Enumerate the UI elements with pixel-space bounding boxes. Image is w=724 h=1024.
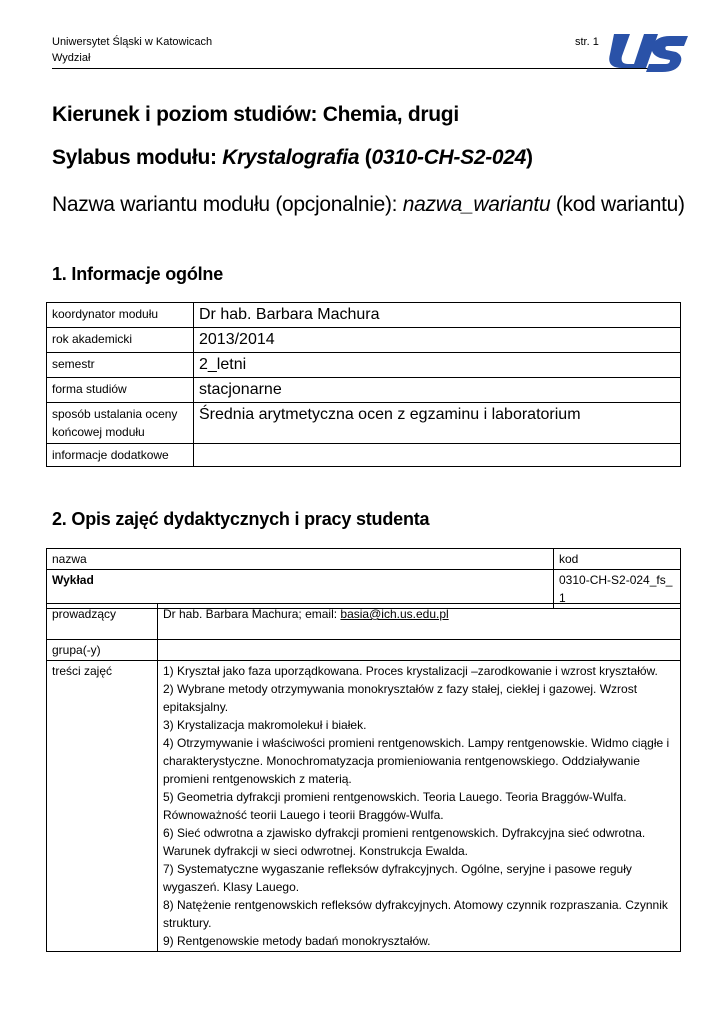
row-label: koordynator modułu bbox=[47, 303, 194, 328]
table-row bbox=[47, 661, 681, 952]
row-value: 2_letni bbox=[194, 353, 681, 378]
activity-header-table bbox=[46, 548, 681, 609]
row-value: Dr hab. Barbara Machura bbox=[194, 303, 681, 328]
row-label: sposób ustalania oceny końcowej modułu bbox=[47, 403, 194, 444]
variant-title: Nazwa wariantu modułu (opcjonalnie): nazwa_wariantu (kod wariantu) bbox=[52, 193, 685, 216]
list-item: 1) Kryształ jako faza uporządkowana. Proces krystalizacji –zarodkowanie i wzrost kryształów. bbox=[163, 664, 658, 678]
table-row bbox=[47, 328, 681, 353]
list-item: 5) Geometria dyfrakcji promieni rentgenowskich. Teoria Lauego. Teoria Braggów-Wulfa. Równoważność teorii Lauego i teorii Braggów-Wulfa. bbox=[163, 790, 627, 822]
university-logo bbox=[600, 28, 690, 74]
row-label: rok akademicki bbox=[47, 328, 194, 353]
module-name: Krystalografia bbox=[222, 146, 360, 169]
general-info-table bbox=[46, 302, 681, 467]
row-label: semestr bbox=[47, 353, 194, 378]
page-number: str. 1 bbox=[575, 36, 599, 48]
table-row bbox=[47, 604, 681, 640]
activity-name: Wykład bbox=[47, 570, 554, 609]
group-value bbox=[158, 640, 681, 661]
list-item: 4) Otrzymywanie i właściwości promieni rentgenowskich. Lampy rentgenowskie. Widmo ciągłe i charakterystyczne. Monochromatyzacja promieniowania rentgenowskiego. Oddziaływanie promieni rentgenowskich z materią. bbox=[163, 736, 670, 786]
list-item: 2) Wybrane metody otrzymywania monokryształów z fazy stałej, ciekłej i gazowej. Wzrost epitaksjalny. bbox=[163, 682, 638, 714]
table-row bbox=[47, 303, 681, 328]
name-label: nazwa bbox=[47, 549, 554, 570]
study-program-title: Kierunek i poziom studiów: Chemia, drugi bbox=[52, 103, 459, 126]
code-label: kod bbox=[554, 549, 681, 570]
lecturer-email-link[interactable]: basia@ich.us.edu.pl bbox=[340, 607, 449, 621]
activity-details-table bbox=[46, 603, 681, 952]
group-label: grupa(-y) bbox=[47, 640, 158, 661]
list-item: 6) Sieć odwrotna a zjawisko dyfrakcji promieni rentgenowskich. Dyfrakcyjna sieć odwrotna. Warunek dyfrakcji w sieci odwrotnej. Konstrukcja Ewalda. bbox=[163, 826, 646, 858]
module-code: 0310-CH-S2-024 bbox=[371, 146, 527, 169]
table-row bbox=[47, 444, 681, 467]
list-item: 9) Rentgenowskie metody badań monokryształów. bbox=[163, 934, 431, 948]
content-label: treści zajęć bbox=[47, 661, 158, 952]
lecturer-label: prowadzący bbox=[47, 604, 158, 640]
university-name: Uniwersytet Śląski w Katowicach bbox=[52, 36, 213, 48]
content-topics bbox=[158, 661, 681, 952]
table-row bbox=[47, 549, 681, 570]
row-value: stacjonarne bbox=[194, 378, 681, 403]
list-item: 3) Krystalizacja makromolekuł i białek. bbox=[163, 718, 367, 732]
list-item: 7) Systematyczne wygaszanie refleksów dyfrakcyjnych. Ogólne, seryjne i pasowe reguły wygaszeń. Klasy Lauego. bbox=[163, 862, 632, 894]
lecturer-value: Dr hab. Barbara Machura; email: basia@ich.us.edu.pl bbox=[158, 604, 681, 640]
variant-name: nazwa_wariantu bbox=[402, 193, 551, 216]
activity-code: 0310-CH-S2-024_fs_1 bbox=[554, 570, 681, 609]
section-general-info-heading: 1. Informacje ogólne bbox=[52, 264, 224, 284]
syllabus-title: Sylabus modułu: Krystalografia (0310-CH-S2-024) bbox=[52, 146, 533, 169]
table-row bbox=[47, 378, 681, 403]
row-label: informacje dodatkowe bbox=[47, 444, 194, 467]
section-activities-heading: 2. Opis zajęć dydaktycznych i pracy studenta bbox=[52, 509, 430, 529]
table-row bbox=[47, 403, 681, 444]
row-value bbox=[194, 444, 681, 467]
table-row bbox=[47, 353, 681, 378]
list-item: 8) Natężenie rentgenowskich refleksów dyfrakcyjnych. Atomowy czynnik rozpraszania. Czynnik struktury. bbox=[163, 898, 668, 930]
row-value: Średnia arytmetyczna ocen z egzaminu i laboratorium bbox=[194, 403, 681, 444]
page-header bbox=[52, 34, 672, 69]
table-row bbox=[47, 640, 681, 661]
department-name: Wydział bbox=[52, 52, 91, 64]
row-value: 2013/2014 bbox=[194, 328, 681, 353]
row-label: forma studiów bbox=[47, 378, 194, 403]
